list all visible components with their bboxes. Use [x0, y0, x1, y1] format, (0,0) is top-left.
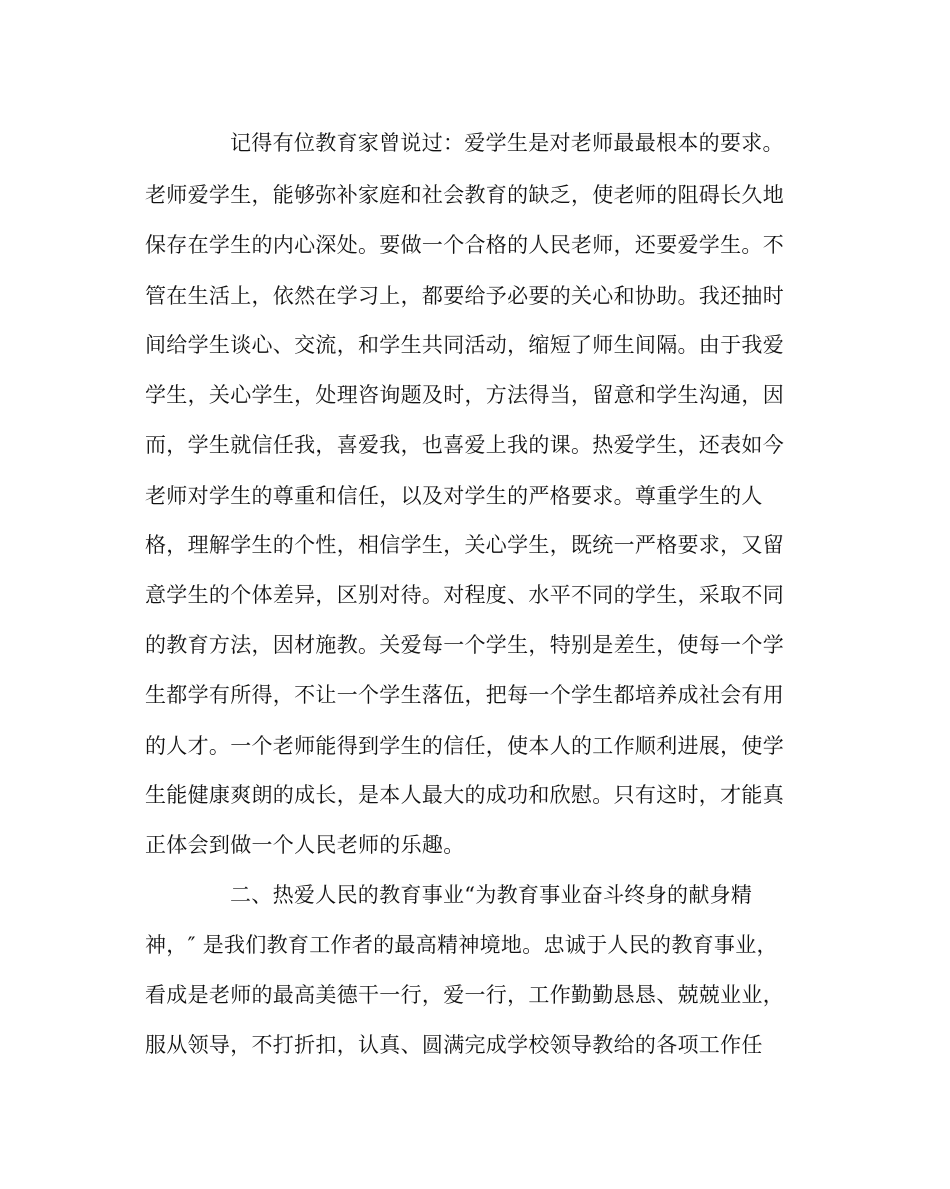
- paragraph-1-line-5: 间给学生谈心、交流，和学生共同活动，缩短了师生间隔。由于我爱: [145, 333, 784, 357]
- paragraph-1-line-7: 而，学生就信任我，喜爱我，也喜爱上我的课。热爱学生，还表如今: [145, 433, 784, 457]
- paragraph-1-line-15: 正体会到做一个人民老师的乐趣。: [145, 833, 465, 857]
- paragraph-1-line-1: 记得有位教育家曾说过：爱学生是对老师最最根本的要求。: [230, 131, 784, 155]
- paragraph-2-line-2: 神，″ 是我们教育工作者的最高精神境地。忠诚于人民的教育事业，: [145, 933, 778, 957]
- paragraph-1-line-10: 意学生的个体差异，区别对待。对程度、水平不同的学生，采取不同: [145, 583, 784, 607]
- paragraph-1-line-9: 格，理解学生的个性，相信学生，关心学生，既统一严格要求，又留: [145, 533, 784, 557]
- paragraph-1-line-6: 学生，关心学生，处理咨询题及时，方法得当，留意和学生沟通，因: [145, 383, 784, 407]
- paragraph-2-line-3: 看成是老师的最高美德干一行，爱一行，工作勤勤恳恳、兢兢业业，: [145, 983, 784, 1007]
- paragraph-1-line-12: 生都学有所得，不让一个学生落伍，把每一个学生都培养成社会有用: [145, 683, 784, 707]
- paragraph-1-line-14: 生能健康爽朗的成长，是本人最大的成功和欣慰。只有这时，才能真: [145, 783, 784, 807]
- paragraph-1-line-8: 老师对学生的尊重和信任，以及对学生的严格要求。尊重学生的人: [145, 484, 763, 508]
- paragraph-2-line-4: 服从领导，不打折扣，认真、圆满完成学校领导教给的各项工作任: [145, 1033, 763, 1057]
- paragraph-2-line-1: 二、热爱人民的教育事业“为教育事业奋斗终身的献身精: [230, 883, 753, 907]
- paragraph-1-line-2: 老师爱学生，能够弥补家庭和社会教育的缺乏，使老师的阻碍长久地: [145, 183, 784, 207]
- paragraph-1-line-11: 的教育方法，因材施教。关爱每一个学生，特别是差生，使每一个学: [145, 633, 784, 657]
- paragraph-1-line-3: 保存在学生的内心深处。要做一个合格的人民老师，还要爱学生。不: [145, 233, 784, 257]
- paragraph-1-line-4: 管在生活上，依然在学习上，都要给予必要的关心和协助。我还抽时: [145, 284, 784, 308]
- paragraph-1-line-13: 的人才。一个老师能得到学生的信任，使本人的工作顺利进展，使学: [145, 734, 784, 758]
